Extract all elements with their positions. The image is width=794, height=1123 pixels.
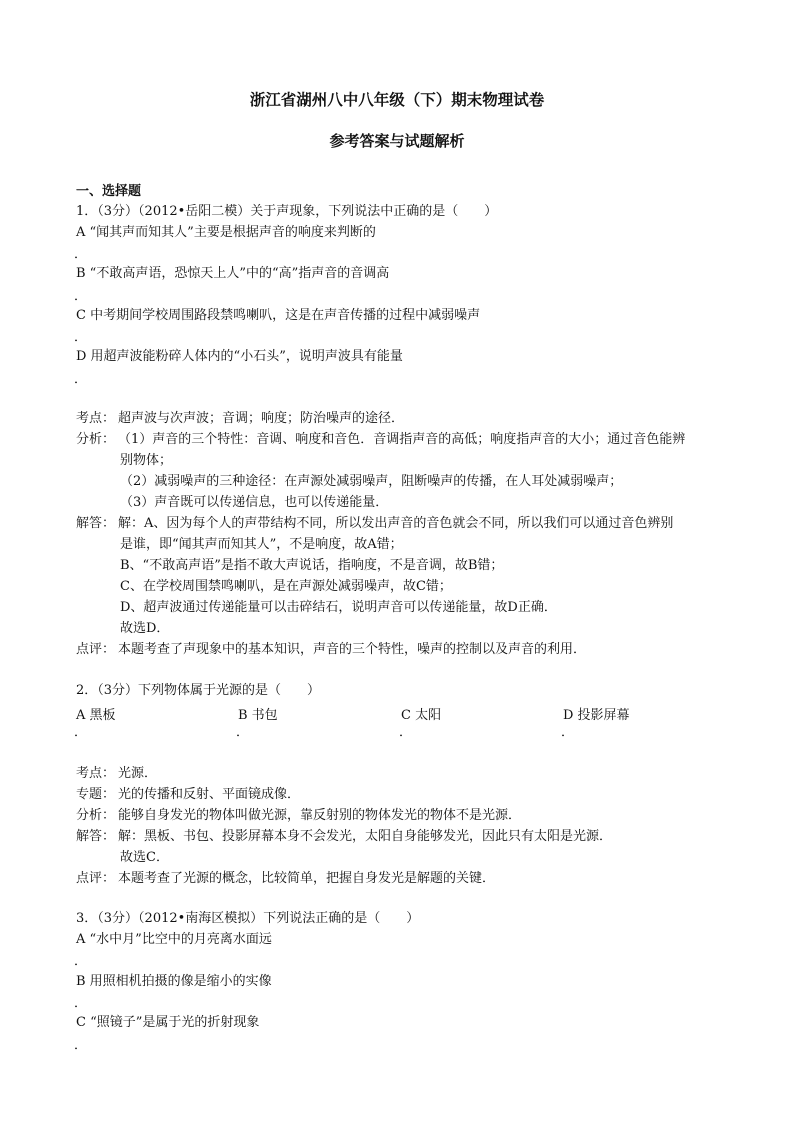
kaodian-row xyxy=(76,766,157,782)
question-stem: 1．（3分）（2012•岳阳二模）关于声现象，下列说法中正确的是（ ） xyxy=(76,204,498,219)
jieda-text: 故选D． xyxy=(120,621,170,636)
jieda-text: 是谁，即“闻其声而知其人”，不是响度，故A错； xyxy=(120,537,403,552)
question-stem: 2．（3分）下列物体属于光源的是（ ） xyxy=(76,683,321,698)
fenxi-text: （1）声音的三个特性：音调、响度和音色．音调指声音的高低；响度指声音的大小；通过音色能辨 xyxy=(118,432,686,447)
zhuanti-label: 专题： xyxy=(76,787,116,802)
option-b: B 书包 xyxy=(238,708,278,723)
dianping-text: 本题考查了声现象中的基本知识，声音的三个特性，噪声的控制以及声音的利用． xyxy=(118,642,587,657)
jieda-row xyxy=(76,516,673,532)
zhuanti-text: 光的传播和反射、平面镜成像． xyxy=(118,787,301,802)
zhuanti-row xyxy=(76,787,300,803)
kaodian-row xyxy=(76,411,404,427)
fenxi-row xyxy=(76,432,685,448)
option-b: B “不敢高声语，恐惊天上人”中的“高”指声音的音调高 xyxy=(76,266,390,281)
option-dot: ． xyxy=(561,725,575,740)
option-a: A “水中月”比空中的月亮离水面远 xyxy=(76,932,272,947)
option-dot: ． xyxy=(74,725,88,740)
section-heading: 一、选择题 xyxy=(76,184,142,199)
option-dot: ． xyxy=(74,954,88,969)
jieda-text: 故选C． xyxy=(120,850,169,865)
option-dot: ． xyxy=(74,996,88,1011)
kaodian-text: 超声波与次声波；音调；响度；防治噪声的途径． xyxy=(118,411,405,426)
option-c: C 太阳 xyxy=(401,708,442,723)
option-d: D 用超声波能粉碎人体内的“小石头”，说明声波具有能量 xyxy=(76,349,403,364)
dianping-row xyxy=(76,642,586,658)
option-dot: ． xyxy=(74,289,88,304)
dianping-row xyxy=(76,871,495,887)
jieda-text: C、在学校周围禁鸣喇叭，是在声源处减弱噪声，故C错； xyxy=(120,579,452,594)
kaodian-label: 考点： xyxy=(76,411,116,426)
fenxi-label: 分析： xyxy=(76,808,116,823)
page-title: 浙江省湖州八中八年级（下）期末物理试卷 xyxy=(249,90,545,109)
page-subtitle: 参考答案与试题解析 xyxy=(329,132,465,150)
option-dot: ． xyxy=(74,1038,88,1053)
jieda-label: 解答： xyxy=(76,516,116,531)
question-stem: 3．（3分）（2012•南海区模拟）下列说法正确的是（ ） xyxy=(76,911,420,926)
option-a: A “闻其声而知其人”主要是根据声音的响度来判断的 xyxy=(76,225,376,240)
option-dot: ． xyxy=(74,372,88,387)
option-c: C 中考期间学校周围路段禁鸣喇叭，这是在声音传播的过程中减弱噪声 xyxy=(76,308,481,323)
jieda-text: B、“不敢高声语”是指不敢大声说话，指响度，不是音调，故B错； xyxy=(120,558,504,573)
option-a: A 黑板 xyxy=(76,708,116,723)
dianping-label: 点评： xyxy=(76,642,116,657)
kaodian-label: 考点： xyxy=(76,766,116,781)
jieda-label: 解答： xyxy=(76,829,116,844)
jieda-text: 解：A、因为每个人的声带结构不同，所以发出声音的音色就会不同，所以我们可以通过音色辨别 xyxy=(118,516,674,531)
option-b: B 用照相机拍摄的像是缩小的实像 xyxy=(76,974,272,989)
fenxi-label: 分析： xyxy=(76,432,116,447)
jieda-text: 解：黑板、书包、投影屏幕本身不会发光，太阳自身能够发光，因此只有太阳是光源． xyxy=(118,829,613,844)
option-c: C “照镜子”是属于光的折射现象 xyxy=(76,1015,260,1030)
dianping-label: 点评： xyxy=(76,871,116,886)
fenxi-row xyxy=(76,808,521,824)
option-dot: ． xyxy=(399,725,413,740)
fenxi-text: 别物体； xyxy=(120,453,173,468)
option-d: D 投影屏幕 xyxy=(563,708,630,723)
option-dot: ． xyxy=(236,725,250,740)
option-dot: ． xyxy=(74,330,88,345)
jieda-row xyxy=(76,829,612,845)
option-dot: ． xyxy=(74,247,88,262)
dianping-text: 本题考查了光源的概念，比较简单，把握自身发光是解题的关键． xyxy=(118,871,496,886)
fenxi-text: 能够自身发光的物体叫做光源，靠反射别的物体发光的物体不是光源． xyxy=(118,808,522,823)
kaodian-text: 光源． xyxy=(118,766,158,781)
jieda-text: D、超声波通过传递能量可以击碎结石，说明声音可以传递能量，故D正确． xyxy=(120,600,557,615)
fenxi-text: （3）声音既可以传递信息，也可以传递能量． xyxy=(120,495,389,510)
fenxi-text: （2）减弱噪声的三种途径：在声源处减弱噪声，阻断噪声的传播，在人耳处减弱噪声； xyxy=(120,474,623,489)
